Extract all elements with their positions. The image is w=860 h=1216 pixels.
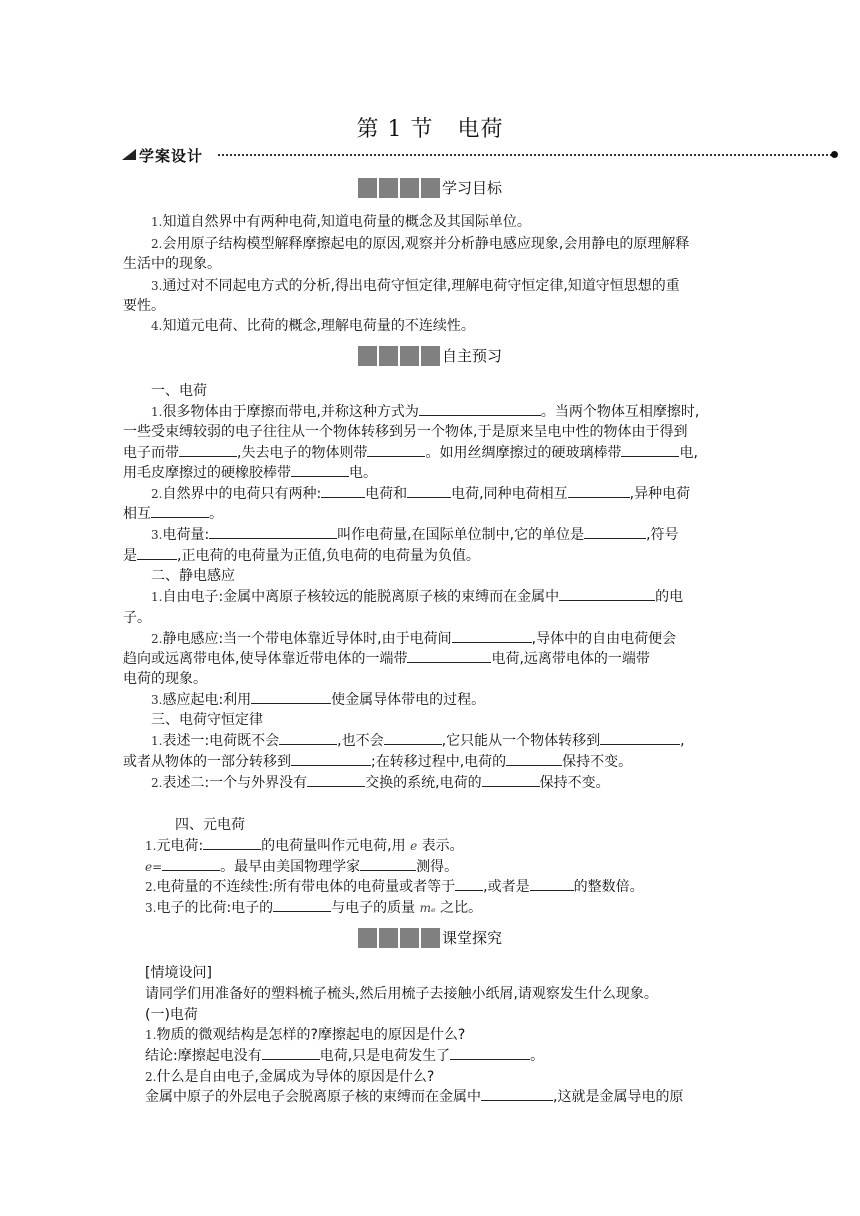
banner-label: 学案设计 xyxy=(139,147,204,165)
blank xyxy=(321,484,365,498)
page-title xyxy=(0,112,860,143)
blank xyxy=(600,731,680,745)
text-line: 1.表述一:电荷既不会 ,也不会 ,它只能从一个物体转移到 , xyxy=(151,733,685,749)
blank xyxy=(450,1046,530,1060)
header-blocks-icon xyxy=(358,928,440,948)
section-header-goals xyxy=(0,177,860,198)
lesson-name: 电荷 xyxy=(457,117,504,142)
blank xyxy=(455,877,483,891)
blank xyxy=(452,629,532,643)
lesson-number: 第 1 节 xyxy=(356,117,434,142)
text-line: 2.表述二:一个与外界没有 交换的系统,电荷的 保持不变。 xyxy=(151,775,610,791)
blank xyxy=(568,484,630,498)
text-line: 1.自由电子:金属中离原子核较远的能脱离原子核的束缚而在金属中 的电 xyxy=(151,589,684,605)
blank xyxy=(367,443,425,457)
blank xyxy=(251,690,331,704)
goal-item: 4.知道元电荷、比荷的概念,理解电荷量的不连续性。 xyxy=(151,318,475,334)
text-line: 1.元电荷: 的电荷量叫作元电荷,用 e 表示。 xyxy=(145,838,464,854)
text-line: 子。 xyxy=(123,610,151,626)
text-line: 金属中原子的外层电子会脱离原子核的束缚而在金属中 ,这就是金属导电的原 xyxy=(145,1089,684,1105)
blank xyxy=(273,898,331,912)
text-line: e= 。最早由美国物理学家 测得。 xyxy=(145,859,459,875)
blank xyxy=(481,1087,553,1101)
text-line: 1.很多物体由于摩擦而带电,并称这种方式为 。当两个物体互相摩擦时, xyxy=(151,404,700,420)
blank xyxy=(621,443,679,457)
text-line: 1.物质的微观结构是怎样的?摩擦起电的原因是什么? xyxy=(145,1027,466,1043)
section-title: 自主预习 xyxy=(441,347,502,365)
section-header-explore xyxy=(0,927,860,948)
goal-item-cont: 生活中的现象。 xyxy=(123,256,221,272)
text-line: 是 ,正电荷的电荷量为正值,负电荷的电荷量为负值。 xyxy=(123,548,480,564)
goal-item: 1.知道自然界中有两种电荷,知道电荷量的概念及其国际单位。 xyxy=(151,214,531,230)
header-blocks-icon xyxy=(358,178,440,198)
blank xyxy=(151,504,209,518)
blank xyxy=(506,752,562,766)
text-line: 相互 。 xyxy=(123,506,223,522)
subheading: 二、静电感应 xyxy=(151,568,235,584)
blank xyxy=(162,857,220,871)
section-banner xyxy=(122,145,838,165)
text-line: 结论:摩擦起电没有 电荷,只是电荷发生了 。 xyxy=(145,1048,545,1064)
section-title: 课堂探究 xyxy=(441,929,502,947)
blank xyxy=(407,484,451,498)
blank xyxy=(584,525,646,539)
blank xyxy=(179,443,237,457)
text-line: 3.电荷量: 叫作电荷量,在国际单位制中,它的单位是 ,符号 xyxy=(151,527,679,543)
dotted-divider xyxy=(218,154,832,156)
blank xyxy=(419,402,541,416)
text-line: 趋向或远离带电体,使导体靠近带电体的一端带 电荷,远离带电体的一端带 xyxy=(123,651,650,667)
text-line: 电子而带 ,失去电子的物体则带 。如用丝绸摩擦过的硬玻璃棒带 电, xyxy=(123,445,698,461)
blank xyxy=(262,1046,320,1060)
blank xyxy=(137,546,177,560)
dot-icon xyxy=(831,151,838,158)
blank xyxy=(291,752,371,766)
subheading: 三、电荷守恒定律 xyxy=(151,712,263,728)
text-line: 2.电荷量的不连续性:所有带电体的电荷量或者等于 ,或者是 的整数倍。 xyxy=(145,879,644,895)
text-line: 或者从物体的一部分转移到 ;在转移过程中,电荷的 保持不变。 xyxy=(123,754,633,770)
blank xyxy=(530,877,574,891)
blank xyxy=(360,857,416,871)
goal-item: 2.会用原子结构模型解释摩擦起电的原因,观察并分析静电感应现象,会用静电的原理解释 xyxy=(151,236,690,252)
blank xyxy=(209,525,337,539)
text-line: 2.什么是自由电子,金属成为导体的原因是什么? xyxy=(145,1069,435,1085)
text-line: 一些受束缚较弱的电子往往从一个物体转移到另一个物体,于是原来呈电中性的物体由于得到 xyxy=(123,424,688,440)
text-line: 电荷的现象。 xyxy=(123,671,207,687)
text-line: 3.电子的比荷:电子的 与电子的质量 mₑ 之比。 xyxy=(145,900,483,916)
blank xyxy=(291,463,349,477)
text-line: (一)电荷 xyxy=(145,1007,198,1023)
text-line: 请同学们用准备好的塑料梳子梳头,然后用梳子去接触小纸屑,请观察发生什么现象。 xyxy=(145,986,658,1002)
blank xyxy=(559,587,655,601)
section-title: 学习目标 xyxy=(441,179,502,197)
blank xyxy=(203,836,261,850)
blank xyxy=(307,773,365,787)
text-line: 用毛皮摩擦过的硬橡胶棒带 电。 xyxy=(123,465,377,481)
subheading: 四、元电荷 xyxy=(175,817,245,833)
blank xyxy=(482,773,540,787)
text-line: 2.自然界中的电荷只有两种: 电荷和 电荷,同种电荷相互 ,异种电荷 xyxy=(151,486,691,502)
text-line: 3.感应起电:利用 使金属导体带电的过程。 xyxy=(151,692,486,708)
text-line: [情境设问] xyxy=(145,965,212,981)
section-header-preview xyxy=(0,345,860,366)
header-blocks-icon xyxy=(358,346,440,366)
blank xyxy=(407,649,491,663)
triangle-icon xyxy=(122,149,136,160)
subheading: 一、电荷 xyxy=(151,383,207,399)
blank xyxy=(279,731,337,745)
goal-item-cont: 要性。 xyxy=(123,298,165,314)
blank xyxy=(384,731,442,745)
goal-item: 3.通过对不同起电方式的分析,得出电荷守恒定律,理解电荷守恒定律,知道守恒思想的重 xyxy=(151,278,680,294)
text-line: 2.静电感应:当一个带电体靠近导体时,由于电荷间 ,导体中的自由电荷便会 xyxy=(151,631,677,647)
